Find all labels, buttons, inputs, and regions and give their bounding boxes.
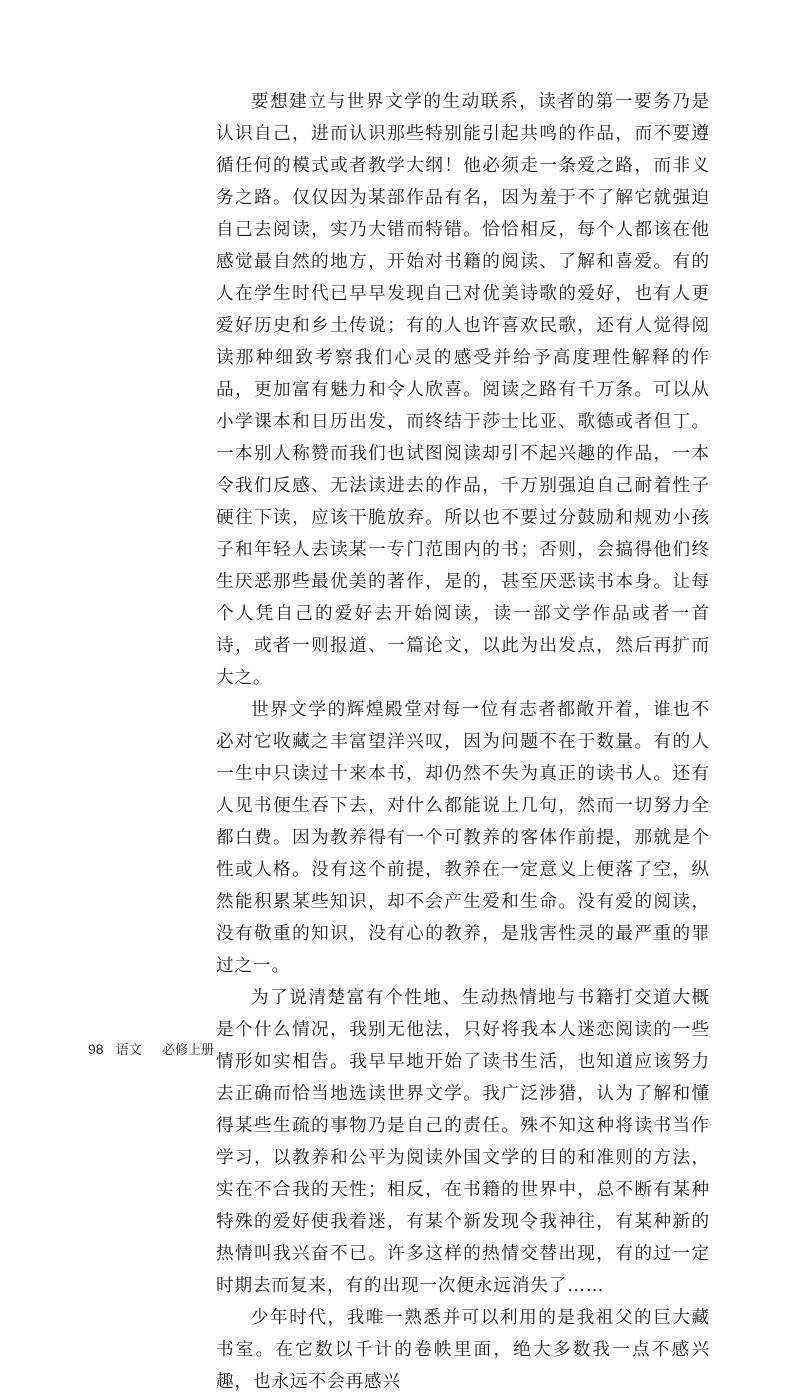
page-footer [88, 1040, 214, 1060]
page-number: 98 [88, 1041, 104, 1057]
paragraph-4: 少年时代，我唯一熟悉并可以利用的是我祖父的巨大藏书室。在它数以千计的卷帙里面，绝大多数我一点不感兴趣，也永远不会再感兴 [216, 1308, 710, 1392]
paragraph-2: 世界文学的辉煌殿堂对每一位有志者都敞开着，谁也不必对它收藏之丰富望洋兴叹，因为问题不在于数量。有的人一生中只读过十来本书，却仍然不失为真正的读书人。还有人见书便生吞下去，对什么都能说上几句，然而一切努力全都白费。因为教养得有一个可教养的客体作前提，那就是个性或人格。没有这个前提，教养在一定意义上便落了空，纵然能积累某些知识，却不会产生爱和生命。没有爱的阅读，没有敬重的知识，没有心的教养，是戕害性灵的最严重的罪过之一。 [216, 700, 710, 976]
footer-subject: 语文 [115, 1043, 142, 1058]
paragraph-1: 要想建立与世界文学的生动联系，读者的第一要务乃是认识自己，进而认识那些特别能引起共鸣的作品，而不要遵循任何的模式或者教学大纲！他必须走一条爱之路，而非义务之路。仅仅因为某部作品有名，因为羞于不了解它就强迫自己去阅读，实乃大错而特错。恰恰相反，每个人都该在他感觉最自然的地方，开始对书籍的阅读、了解和喜爱。有的人在学生时代已早早发现自己对优美诗歌的爱好，也有人更爱好历史和乡土传说；有的人也许喜欢民歌，还有人觉得阅读那种细致考察我们心灵的感受并给予高度理性解释的作品，更加富有魅力和令人欣喜。阅读之路有千万条。可以从小学课本和日历出发，而终结于莎士比亚、歌德或者但丁。一本别人称赞而我们也试图阅读却引不起兴趣的作品，一本令我们反感、无法读进去的作品，千万别强迫自己耐着性子硬往下读，应该干脆放弃。所以也不要过分鼓励和规劝小孩子和年轻人去读某一专门范围内的书；否则，会搞得他们终生厌恶那些最优美的著作，是的，甚至厌恶读书本身。让每个人凭自己的爱好去开始阅读，读一部文学作品或者一首诗，或者一则报道、一篇论文，以此为出发点，然后再扩而大之。 [216, 92, 710, 688]
footer-volume: 必修上册 [162, 1043, 215, 1058]
body-text [216, 86, 710, 1398]
paragraph-3: 为了说清楚富有个性地、生动热情地与书籍打交道大概是个什么情况，我别无他法，只好将我本人迷恋阅读的一些情形如实相告。我早早地开始了读书生活，也知道应该努力去正确而恰当地选读世界文学。我广泛涉猎，认为了解和懂得某些生疏的事物乃是自己的责任。殊不知这种将读书当作学习，以教养和公平为阅读外国文学的目的和准则的方法，实在不合我的天性；相反，在书籍的世界中，总不断有某种特殊的爱好使我着迷，有某个新发现令我神往，有某种新的热情叫我兴奋不已。许多这样的热情交替出现，有的过一定时期去而复来，有的出现一次便永远消失了…… [216, 988, 710, 1296]
